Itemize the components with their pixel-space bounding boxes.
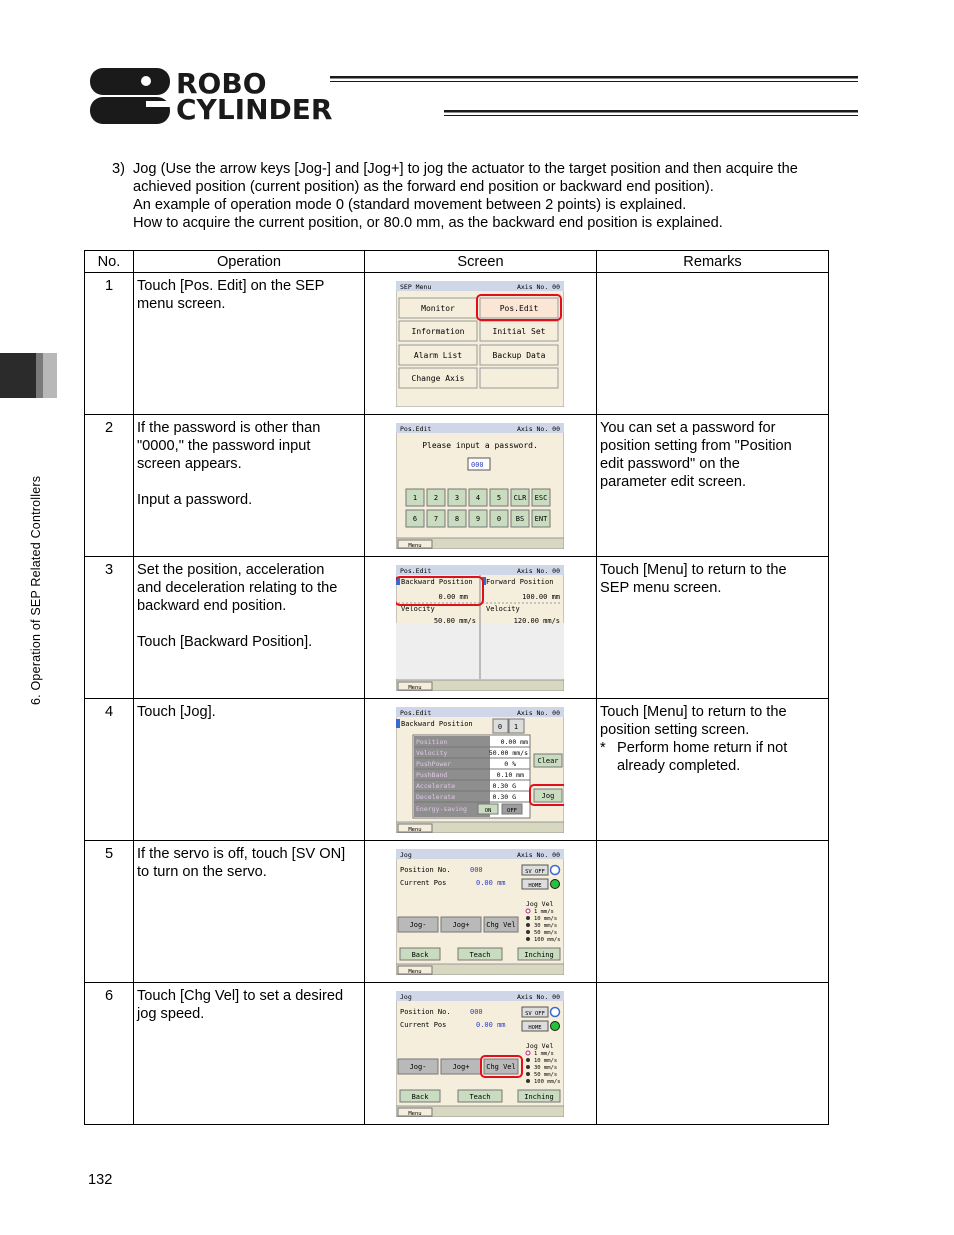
pos-edit-button[interactable]: Pos.Edit [499, 304, 539, 313]
back-label: Back [411, 1093, 429, 1101]
toggle-0-label: 0 [497, 723, 503, 731]
key[interactable]: 7 [433, 515, 439, 523]
alarm-list-button[interactable]: Alarm List [413, 351, 463, 360]
operation-table [84, 250, 829, 1125]
operation-line: If the servo is off, touch [SV ON] [137, 846, 346, 862]
table-row [85, 841, 829, 983]
energy-saving-label: Energy-saving [416, 805, 467, 813]
jog-vel-label: Jog Vel [526, 900, 554, 908]
param-name: PushBand [416, 771, 448, 779]
vel-option: 1 mm/s [534, 909, 554, 915]
radio-icon[interactable] [526, 937, 530, 941]
row-number: 4 [104, 704, 114, 720]
menu-label: Menu [408, 543, 422, 549]
table-row [85, 983, 829, 1125]
param-value: 0.30 G [492, 782, 516, 790]
table-header-row [85, 251, 829, 273]
password-prompt: Please input a password. [422, 441, 538, 450]
operation-line: "0000," the password input [137, 438, 311, 454]
operation-line [137, 615, 361, 633]
header-screen: Screen [365, 251, 597, 273]
operation-line: If the password is other than [137, 420, 321, 436]
chapter-side-label: 6. Operation of SEP Related Controllers [29, 475, 43, 705]
home-label: HOME [528, 883, 542, 889]
velocity-label: Velocity [486, 605, 520, 613]
key[interactable]: CLR [513, 494, 527, 502]
operation-line: Input a password. [137, 492, 253, 508]
intro-line: Jog (Use the arrow keys [Jog-] and [Jog+] to jog the actuator to the target position and then acquire the [133, 161, 798, 177]
position-no-label: Position No. [400, 1008, 451, 1016]
row-number: 6 [104, 988, 114, 1004]
operation-line: menu screen. [137, 296, 226, 312]
logo-line2: CYLINDER [176, 93, 333, 124]
home-label: HOME [528, 1025, 542, 1031]
screen-title: Pos.Edit [400, 567, 432, 575]
intro-line: How to acquire the current position, or 80.0 mm, as the backward end position is explained. [133, 215, 723, 231]
param-value: 50.00 mm/s [488, 749, 528, 757]
jog-vel-label: Jog Vel [526, 1042, 554, 1050]
teach-label: Teach [469, 951, 491, 959]
header-no: No. [85, 251, 134, 273]
asterisk: * [600, 740, 606, 756]
backward-vel-value: 50.00 mm/s [433, 617, 476, 625]
position-no-value: 000 [470, 1008, 483, 1016]
operation-line: Touch [Jog]. [137, 704, 216, 720]
operation-line: Touch [Pos. Edit] on the SEP [137, 278, 325, 294]
monitor-button[interactable]: Monitor [421, 304, 455, 313]
radio-selected-icon[interactable] [526, 1051, 530, 1055]
forward-vel-value: 120.00 mm/s [513, 617, 560, 625]
menu-label: Menu [408, 685, 422, 691]
operation-line: Set the position, acceleration [137, 562, 325, 578]
backward-position-button[interactable]: Backward Position [401, 578, 473, 586]
remark-line: already completed. [617, 758, 741, 774]
page-number: 132 [88, 1172, 113, 1188]
position-no-value: 000 [470, 866, 483, 874]
remark-line: parameter edit screen. [600, 474, 747, 490]
remark-line: Touch [Menu] to return to the [600, 562, 787, 578]
step-number: 3) [112, 161, 125, 177]
radio-icon[interactable] [526, 1058, 530, 1062]
chapter-tab-marker [0, 353, 57, 398]
remark-note [600, 739, 825, 775]
key[interactable]: 8 [454, 515, 460, 523]
remark-line: position setting screen. [600, 722, 750, 738]
radio-icon[interactable] [526, 1065, 530, 1069]
row-number: 2 [104, 420, 114, 436]
operation-line: Touch [Chg Vel] to set a desired [137, 988, 344, 1004]
menu-label: Menu [408, 969, 422, 975]
vel-option: 30 mm/s [534, 1065, 558, 1071]
home-led-icon [551, 1022, 560, 1031]
sv-off-label: SV OFF [525, 869, 545, 875]
clear-label: Clear [537, 757, 559, 765]
axis-number: Axis No. 00 [516, 709, 560, 717]
velocity-label: Velocity [401, 605, 435, 613]
radio-icon[interactable] [526, 1072, 530, 1076]
intro-line: achieved position (current position) as the forward end position or backward end position). [133, 179, 714, 195]
axis-number: Axis No. 00 [516, 283, 560, 291]
information-button[interactable]: Information [411, 327, 465, 336]
axis-number: Axis No. 00 [516, 567, 560, 575]
operation-line: and deceleration relating to the [137, 580, 338, 596]
remark-line: edit password" on the [600, 456, 740, 472]
jog-label: Jog [541, 792, 555, 800]
servo-led-icon [551, 1008, 560, 1017]
operation-line: Touch [Backward Position]. [137, 634, 313, 650]
remark-line: Perform home return if not [617, 740, 788, 756]
current-pos-value: 0.00 mm [476, 879, 506, 887]
current-pos-value: 0.00 mm [476, 1021, 506, 1029]
param-value: 0.00 mm [500, 738, 528, 746]
energy-off-label: OFF [507, 808, 517, 814]
logo-line1: ROBO [176, 68, 267, 100]
remark-line: Touch [Menu] to return to the [600, 704, 787, 720]
param-value: 0 % [504, 760, 516, 768]
jog-minus-label: Jog- [409, 1063, 427, 1071]
param-name: Decelerate [416, 793, 456, 801]
chg-vel-label: Chg Vel [486, 921, 516, 929]
key[interactable]: ENT [534, 515, 548, 523]
forward-position-button[interactable]: Forward Position [486, 578, 554, 586]
vel-option: 10 mm/s [534, 1058, 558, 1064]
rc-mark [90, 68, 172, 124]
radio-icon[interactable] [526, 923, 530, 927]
operation-line: screen appears. [137, 456, 242, 472]
position-detail-screen [396, 707, 564, 833]
inching-label: Inching [524, 1093, 554, 1101]
key[interactable]: 2 [433, 494, 439, 502]
sep-menu-screen [396, 281, 564, 407]
param-name: PushPower [416, 760, 452, 768]
menu-label: Menu [408, 1111, 422, 1117]
forward-pos-value: 100.00 mm [522, 593, 560, 601]
intro-line: An example of operation mode 0 (standard movement between 2 points) is explained. [133, 197, 687, 213]
logo-rules [330, 76, 858, 116]
vel-option: 50 mm/s [534, 1072, 558, 1078]
radio-selected-icon[interactable] [526, 909, 530, 913]
servo-led-icon [551, 866, 560, 875]
table-row [85, 557, 829, 699]
screen-title: Jog [400, 851, 412, 859]
current-pos-label: Current Pos [400, 1021, 447, 1029]
screen-title: Pos.Edit [400, 709, 432, 717]
remarks-cell [597, 841, 828, 845]
vel-option: 100 mm/s [534, 1079, 561, 1085]
operation-line: backward end position. [137, 598, 287, 614]
vel-option: 100 mm/s [534, 937, 561, 943]
header-operation: Operation [134, 251, 365, 273]
menu-label: Menu [408, 827, 422, 833]
vel-option: 1 mm/s [534, 1051, 554, 1057]
intro-paragraph [112, 160, 852, 232]
sv-off-label: SV OFF [525, 1011, 545, 1017]
operation-line: to turn on the servo. [137, 864, 267, 880]
axis-number: Axis No. 00 [516, 993, 560, 1001]
header-remarks: Remarks [597, 251, 829, 273]
backward-pos-value: 0.00 mm [438, 593, 468, 601]
axis-number: Axis No. 00 [516, 851, 560, 859]
jog-plus-label: Jog+ [452, 1063, 470, 1071]
row-number: 1 [104, 278, 114, 294]
key[interactable]: 9 [475, 515, 481, 523]
jog-screen [396, 849, 564, 975]
jog-plus-label: Jog+ [452, 921, 470, 929]
param-value: 0.30 G [492, 793, 516, 801]
radio-icon[interactable] [526, 1079, 530, 1083]
backup-data-button[interactable]: Backup Data [492, 351, 546, 360]
remark-line: SEP menu screen. [600, 580, 722, 596]
change-axis-button[interactable]: Change Axis [411, 374, 465, 383]
key[interactable]: 0 [496, 515, 502, 523]
remark-line: position setting from "Position [600, 438, 792, 454]
chg-vel-label: Chg Vel [486, 1063, 516, 1071]
remarks-cell [597, 983, 828, 987]
password-value: 000 [471, 461, 484, 469]
radio-icon[interactable] [526, 916, 530, 920]
vel-option: 10 mm/s [534, 916, 558, 922]
robo-cylinder-logo [86, 68, 866, 124]
param-name: Velocity [416, 749, 448, 757]
param-name: Accelerate [416, 782, 456, 790]
jog-screen-chg-vel [396, 991, 564, 1117]
vel-option: 50 mm/s [534, 930, 558, 936]
param-value: 0.10 mm [496, 771, 524, 779]
vel-option: 30 mm/s [534, 923, 558, 929]
pos-edit-screen [396, 565, 564, 691]
screen-title: SEP Menu [400, 283, 432, 291]
table-row [85, 699, 829, 841]
row-number: 3 [104, 562, 114, 578]
teach-label: Teach [469, 1093, 491, 1101]
toggle-1-label: 1 [513, 723, 519, 731]
key[interactable]: BS [515, 515, 525, 523]
key[interactable]: 3 [454, 494, 460, 502]
password-screen [396, 423, 564, 549]
key[interactable]: 1 [412, 494, 418, 502]
back-label: Back [411, 951, 429, 959]
screen-title: Pos.Edit [400, 425, 432, 433]
position-no-label: Position No. [400, 866, 451, 874]
axis-number: Axis No. 00 [516, 425, 560, 433]
radio-icon[interactable] [526, 930, 530, 934]
initial-set-button[interactable]: Initial Set [492, 327, 546, 336]
table-row [85, 415, 829, 557]
key[interactable]: ESC [534, 494, 548, 502]
operation-line: jog speed. [137, 1006, 205, 1022]
inching-label: Inching [524, 951, 554, 959]
key[interactable]: 5 [496, 494, 502, 502]
remarks-cell [597, 273, 828, 277]
backward-position-label: Backward Position [401, 720, 473, 728]
row-number: 5 [104, 846, 114, 862]
key[interactable]: 6 [412, 515, 418, 523]
key[interactable]: 4 [475, 494, 481, 502]
param-name: Position [416, 738, 448, 746]
remark-line: You can set a password for [600, 420, 776, 436]
jog-minus-label: Jog- [409, 921, 427, 929]
current-pos-label: Current Pos [400, 879, 447, 887]
home-led-icon [551, 880, 560, 889]
energy-on-label: ON [484, 808, 492, 814]
operation-line [137, 473, 361, 491]
screen-title: Jog [400, 993, 412, 1001]
table-row [85, 273, 829, 415]
